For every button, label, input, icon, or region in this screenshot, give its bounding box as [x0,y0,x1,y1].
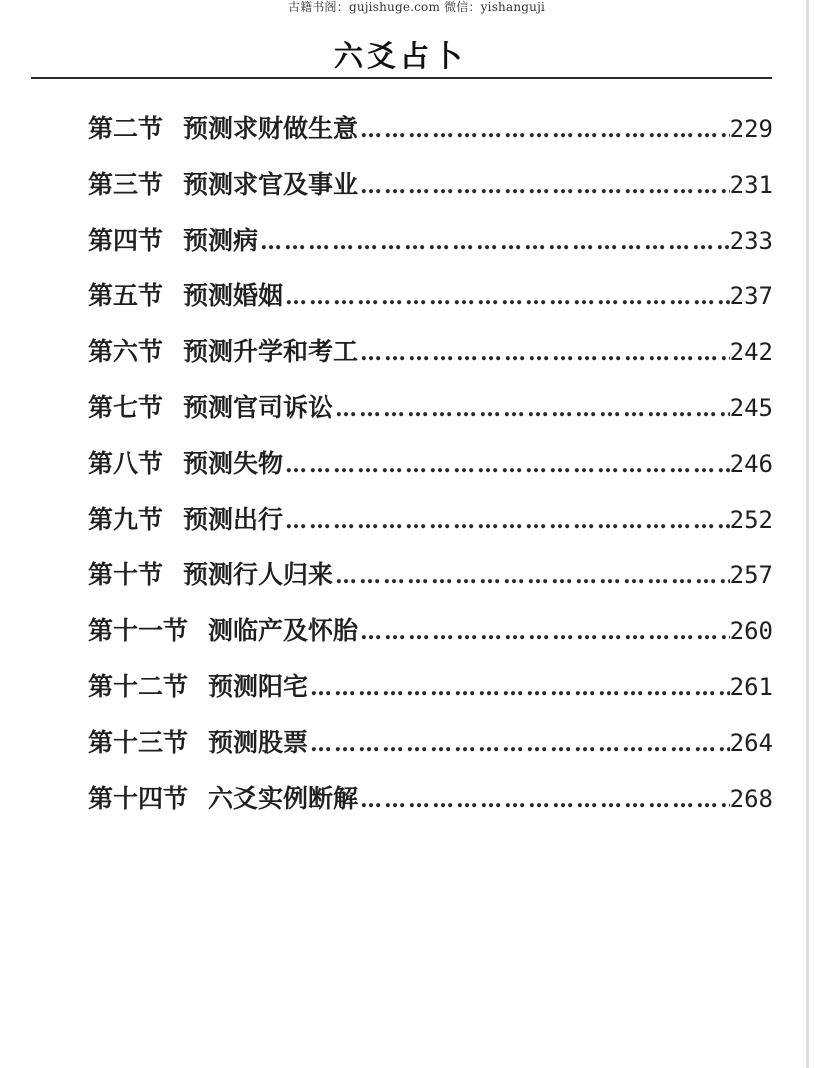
toc-leader-dots [358,340,730,366]
toc-section-title: 预测官司诉讼 [183,392,334,422]
toc-leader-dots [308,675,730,701]
toc-leader-dots [358,173,730,199]
toc-section-number: 第八节 [88,448,164,478]
toc-entry [88,611,773,667]
toc-leader-dots [358,619,730,645]
header-divider [31,77,772,79]
page-edge-shadow [806,0,809,1068]
toc-leader-dots [333,396,730,422]
toc-leader-dots [283,452,730,478]
toc-page-number: 252 [729,505,773,534]
toc-section-number: 第二节 [88,114,164,143]
toc-page-number: 260 [729,617,773,646]
toc-section-title: 预测升学和考工 [183,337,359,367]
toc-section-number: 第五节 [88,281,164,311]
toc-section-number: 第十一节 [88,616,189,646]
toc-page-number: 233 [729,226,773,255]
toc-section-title: 预测婚姻 [183,281,284,311]
toc-page-number: 246 [729,449,773,478]
toc-leader-dots [283,284,730,310]
toc-entry [88,555,773,611]
toc-entry [88,109,773,165]
toc-page-number: 237 [729,282,773,311]
toc-leader-dots [333,563,730,589]
toc-leader-dots [308,731,730,757]
toc-section-number: 第十三节 [88,727,189,757]
toc-leader-dots [258,229,730,255]
toc-entry [88,779,773,835]
toc-leader-dots [358,117,730,143]
toc-section-number: 第六节 [88,337,164,367]
table-of-contents [88,109,773,834]
toc-section-number: 第十四节 [88,783,189,813]
toc-section-number: 第四节 [88,225,164,255]
toc-entry [88,500,773,556]
toc-section-title: 预测求官及事业 [183,169,359,199]
page-header-title: 六爻占卜 [333,39,466,73]
toc-entry [88,444,773,500]
toc-entry [88,723,773,779]
toc-page-number: 242 [729,338,773,367]
toc-entry [88,165,773,221]
toc-leader-dots [358,787,730,813]
toc-section-title: 预测失物 [183,448,284,478]
watermark-text: 古籍书阁：gujishuge.com 微信：yishanguji [287,0,546,14]
toc-entry [88,221,773,277]
toc-page-number: 257 [729,561,773,590]
toc-section-title: 六爻实例断解 [208,783,359,813]
toc-entry [88,332,773,388]
toc-section-title: 预测出行 [183,504,284,534]
toc-leader-dots [283,508,730,534]
toc-page-number: 264 [729,728,773,757]
toc-section-title: 预测病 [183,225,259,255]
toc-page-number: 231 [729,170,773,199]
toc-section-number: 第十节 [88,560,164,590]
toc-page-number: 229 [729,115,773,143]
toc-section-title: 预测求财做生意 [183,114,359,143]
toc-page-number: 261 [729,672,773,701]
toc-section-title: 预测股票 [208,727,309,757]
toc-section-number: 第十二节 [88,671,189,701]
toc-section-number: 第九节 [88,504,164,534]
toc-entry [88,276,773,332]
toc-section-title: 测临产及怀胎 [208,616,359,646]
toc-entry [88,388,773,444]
toc-section-title: 预测行人归来 [183,560,334,590]
toc-page-number: 268 [729,784,773,813]
toc-section-number: 第三节 [88,169,164,199]
toc-section-title: 预测阳宅 [208,671,309,701]
toc-page-number: 245 [729,393,773,422]
toc-entry [88,667,773,723]
toc-section-number: 第七节 [88,392,164,422]
